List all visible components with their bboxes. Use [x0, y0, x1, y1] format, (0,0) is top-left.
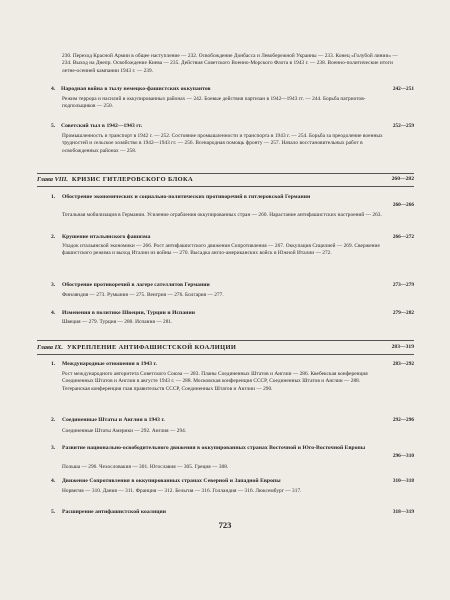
section-5-pages: 252—259 [392, 123, 414, 129]
ch8-item-1-pages: 260—266 [392, 202, 414, 208]
chapter-9-title: УКРЕПЛЕНИЕ АНТИФАШИСТСКОЙ КОАЛИЦИИ [66, 344, 237, 351]
page-number: 723 [218, 520, 232, 530]
chapter-9-bottom-rule [37, 354, 414, 355]
section-4-label: Народная война в тылу немецко-фашистских оккупантов [61, 86, 211, 92]
continued-section-text: 230. Переход Красной Армии в общее наступление — 232. Освобождение Донбасса и Левобережной Украины — 233. Конец «Голубой линии» — 234. Выход на Днепр. Освобождение Киева — 235. Действия Советского Военно-Морского Флота в 1943 г. — 238. Военно-политические итоги летне-осенней кампании 1943 г. — 239. [62, 53, 398, 74]
section-4-title [51, 86, 211, 93]
chapter-9-top-rule [37, 340, 414, 341]
chapter-8-pages: 260—282 [391, 176, 414, 182]
ch9-item-4-pages: 310—318 [392, 478, 414, 484]
chapter-9-label: Глава IX. [37, 344, 63, 351]
section-4-pages: 242—251 [392, 86, 414, 92]
ch9-item-2-title: Соединенные Штаты и Англия в 1943 г. [62, 417, 165, 423]
ch9-item-1-pages: 283—292 [392, 361, 414, 367]
ch8-item-4-title: Изменения в политике Швеции, Турции и Испании [62, 310, 195, 316]
ch9-item-2-description: Соединенные Штаты Америки — 292. Англия — 294. [62, 428, 187, 434]
ch8-item-1-number: 1. [51, 194, 56, 200]
ch8-item-1-title: Обострение экономических и социально-политических противоречий в гитлеровской Германии [62, 194, 311, 200]
chapter-8-label: Глава VIII. [37, 176, 68, 183]
ch8-item-3-pages: 273—279 [392, 282, 414, 288]
section-5-label: Советский тыл в 1942—1943 гг. [61, 123, 143, 129]
ch8-item-3-description: Финляндия — 273. Румыния — 275. Венгрия — 276. Болгария — 277. [62, 292, 224, 298]
chapter-8-title: КРИЗИС ГИТЛЕРОВСКОГО БЛОКА [71, 176, 194, 183]
ch9-item-1-description: Рост международного авторитета Советского Союза — 283. Планы Соединенных Штатов и Англии — 286. Квебекская конференция Соединенных Штатов и Англии в августе 1943 г. — 288. Московская конференция СССР, Соединенных Штатов и Англии — 288. Тегеранская конференция глав правительств СССР, Соединенных Штатов и Англии — 290. [62, 371, 368, 392]
ch9-item-4-title: Движение Сопротивления в оккупированных странах Северной и Западной Европы [62, 478, 281, 484]
ch8-item-3-number: 3. [51, 282, 56, 288]
section-5-number: 5. [51, 123, 56, 129]
ch9-item-1-title: Международные отношения в 1943 г. [62, 361, 157, 367]
ch8-item-1-description: Тотальная мобилизация в Германии. Усиление ограбления оккупированных стран — 260. Нарастание антифашистских настроений — 263. [62, 212, 382, 218]
chapter-8-top-rule [37, 173, 414, 174]
ch9-item-5-title: Расширение антифашистской коалиции [62, 509, 167, 515]
ch8-item-2-title: Крушение итальянского фашизма [62, 234, 151, 240]
ch8-item-4-pages: 279—282 [392, 310, 414, 316]
ch9-item-5-pages: 318—319 [392, 509, 414, 515]
ch9-item-1-number: 1. [51, 361, 56, 367]
ch8-item-2-pages: 266—272 [392, 234, 414, 240]
section-5-description: Промышленность и транспорт в 1942 г. — 252. Состояние промышленности и транспорта в 1943 г. — 254. Борьба за преодоление военных трудностей и сельское хозяйство в 1942—1943 гг. — 256. Всенародная помощь фронту — 257. Начало восстановительных работ в освобожденных районах — 258. [62, 133, 383, 154]
ch8-item-2-number: 2. [51, 234, 56, 240]
ch8-item-3-title: Обострение противоречий в лагере сателлитов Германии [62, 282, 210, 288]
ch9-item-4-number: 4. [51, 478, 56, 484]
ch9-item-2-pages: 292—296 [392, 417, 414, 423]
ch9-item-3-title: Развитие национально-освободительного движения в оккупированных странах Восточной и Юго-Восточной Европы [62, 445, 366, 451]
ch9-item-3-pages: 296—310 [392, 453, 414, 459]
ch8-item-4-description: Швеция — 279. Турция — 280. Испания — 281. [62, 319, 173, 325]
chapter-9-heading [37, 344, 414, 351]
section-4-description: Режим террора и насилий в оккупированных районах — 242. Боевые действия партизан в 1942—1943 гг. — 244. Борьба патриотов-подпольщиков — 250. [62, 96, 366, 110]
ch9-item-5-number: 5. [51, 509, 56, 515]
ch9-item-3-number: 3. [51, 445, 56, 451]
ch9-item-3-description: Польша — 296. Чехословакия — 301. Югославия — 305. Греция — 308. [62, 464, 229, 470]
ch8-item-2-description: Упадок итальянской экономики — 266. Рост антифашистского движения Сопротивления — 267. Оккупация Сицилией — 269. Свержение фашистского режима и выход Италии из войны — 270. Высадка англо-американских войск в Южной Италии — 272. [62, 243, 380, 257]
chapter-8-heading [37, 176, 414, 183]
ch8-item-4-number: 4. [51, 310, 56, 316]
section-4-number: 4. [51, 86, 56, 92]
ch9-item-2-number: 2. [51, 417, 56, 423]
ch9-item-4-description: Норвегия — 310. Дания — 311. Франция — 312. Бельгия — 316. Голландия — 316. Люксембург — 317. [62, 488, 302, 494]
chapter-8-bottom-rule [37, 186, 414, 187]
chapter-9-pages: 283—319 [391, 344, 414, 350]
section-5-title [51, 123, 142, 130]
